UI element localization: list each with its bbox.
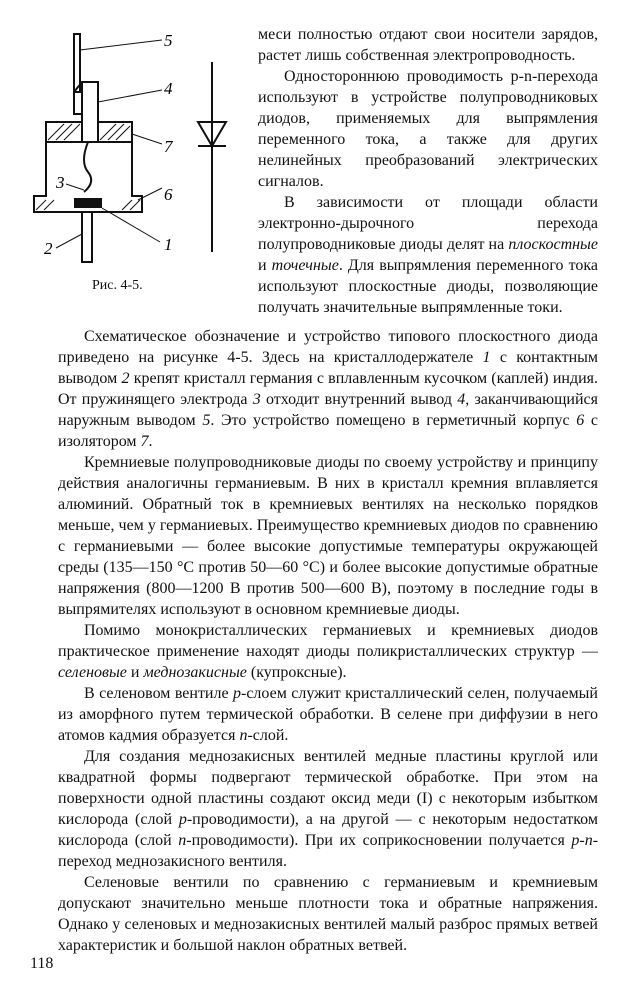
side-paragraph-2: Одностороннюю проводимость p-n-перехода используют в устройстве полупроводниковых диодов, применяемых для выпрямления переменного тока, а также для других нелинейных преобразований электрических сигналов. <box>258 68 598 190</box>
fig-label-2: 2 <box>44 239 53 258</box>
paragraph-polycrystalline: Помимо монокристаллических германиевых и кремниевых диодов практическое применение находят диоды поликристаллических структур — селеновые и меднозакисные (купроксные). <box>58 622 598 681</box>
side-paragraph-1: меси полностью отдают свои носители зарядов, растет лишь собственная электропроводность. <box>258 26 598 64</box>
page-number: 118 <box>30 955 54 972</box>
fig-label-5: 5 <box>164 31 173 50</box>
figure-caption: Рис. 4-5. <box>92 278 143 293</box>
main-text-column <box>58 326 598 956</box>
fig-label-6: 6 <box>164 185 173 204</box>
fig-label-7: 7 <box>164 137 173 156</box>
fig-label-4: 4 <box>164 79 173 98</box>
paragraph-comparison: Селеновые вентили по сравнению с германиевым и кремниевым допускают значительно меньше плотности тока и обратные напряжения. Однако у селеновых и меднозакисных вентилей малый разброс прямых ветвей характеристик и большой наклон обратных ветвей. <box>58 874 598 954</box>
paragraph-diode-structure: Схематическое обозначение и устройство типового плоскостного диода приведено на рисунке 4-5. Здесь на кристаллодержателе 1 с контактным выводом 2 крепят кристалл германия с вплавленным кусочком (каплей) индия. От пружинящего электрода 3 отходит внутренний вывод 4, заканчивающийся наружным выводом 5. Это устройство помещено в герметичный корпус 6 с изолятором 7. <box>58 328 599 450</box>
paragraph-copper-oxide: Для создания меднозакисных вентилей медные пластины круглой или квадратной формы подвергают термической обработке. При этом на поверхности одной пластины создают оксид меди (I) с некоторым избытком кислорода (слой p-проводимости), а на другой — с некоторым недостатком кислорода (слой n-проводимости). При их соприкосновении получается p-n-переход меднозакисного вентиля. <box>58 748 599 870</box>
fig-label-3: 3 <box>56 173 65 192</box>
side-text-column <box>258 24 598 318</box>
paragraph-silicon-diodes: Кремниевые полупроводниковые диоды по своему устройству и принципу действия аналогичны германиевым. В них в кристалл кремния вплавляется алюминий. Обратный ток в кремниевых вентилях на несколько порядков меньше, чем у германиевых. Преимущество кремниевых диодов по сравнению с германиевыми — более высокие допустимые температуры окружающей среды (135—150 °С против 50—60 °С) и более высокие допустимые обратные напряжения (800—1200 В против 500—600 В), поэтому в последние годы в выпрямителях используют в основном кремниевые диоды. <box>58 454 598 618</box>
paragraph-selenium: В селеновом вентиле p-слоем служит кристаллический селен, получаемый из аморфного путем термической обработки. В селене при диффузии в него атомов кадмия образуется n-слой. <box>58 685 598 744</box>
fig-label-1: 1 <box>164 235 173 254</box>
side-paragraph-3: В зависимости от площади области электронно-дырочного перехода полупроводниковые диоды делят на плоскостные и точечные. Для выпрямления переменного тока используют плоскостные диоды, позволяющие получать значительные выпрямленные токи. <box>258 194 598 316</box>
diode-figure <box>22 22 242 302</box>
diode-construction-drawing <box>22 22 242 282</box>
